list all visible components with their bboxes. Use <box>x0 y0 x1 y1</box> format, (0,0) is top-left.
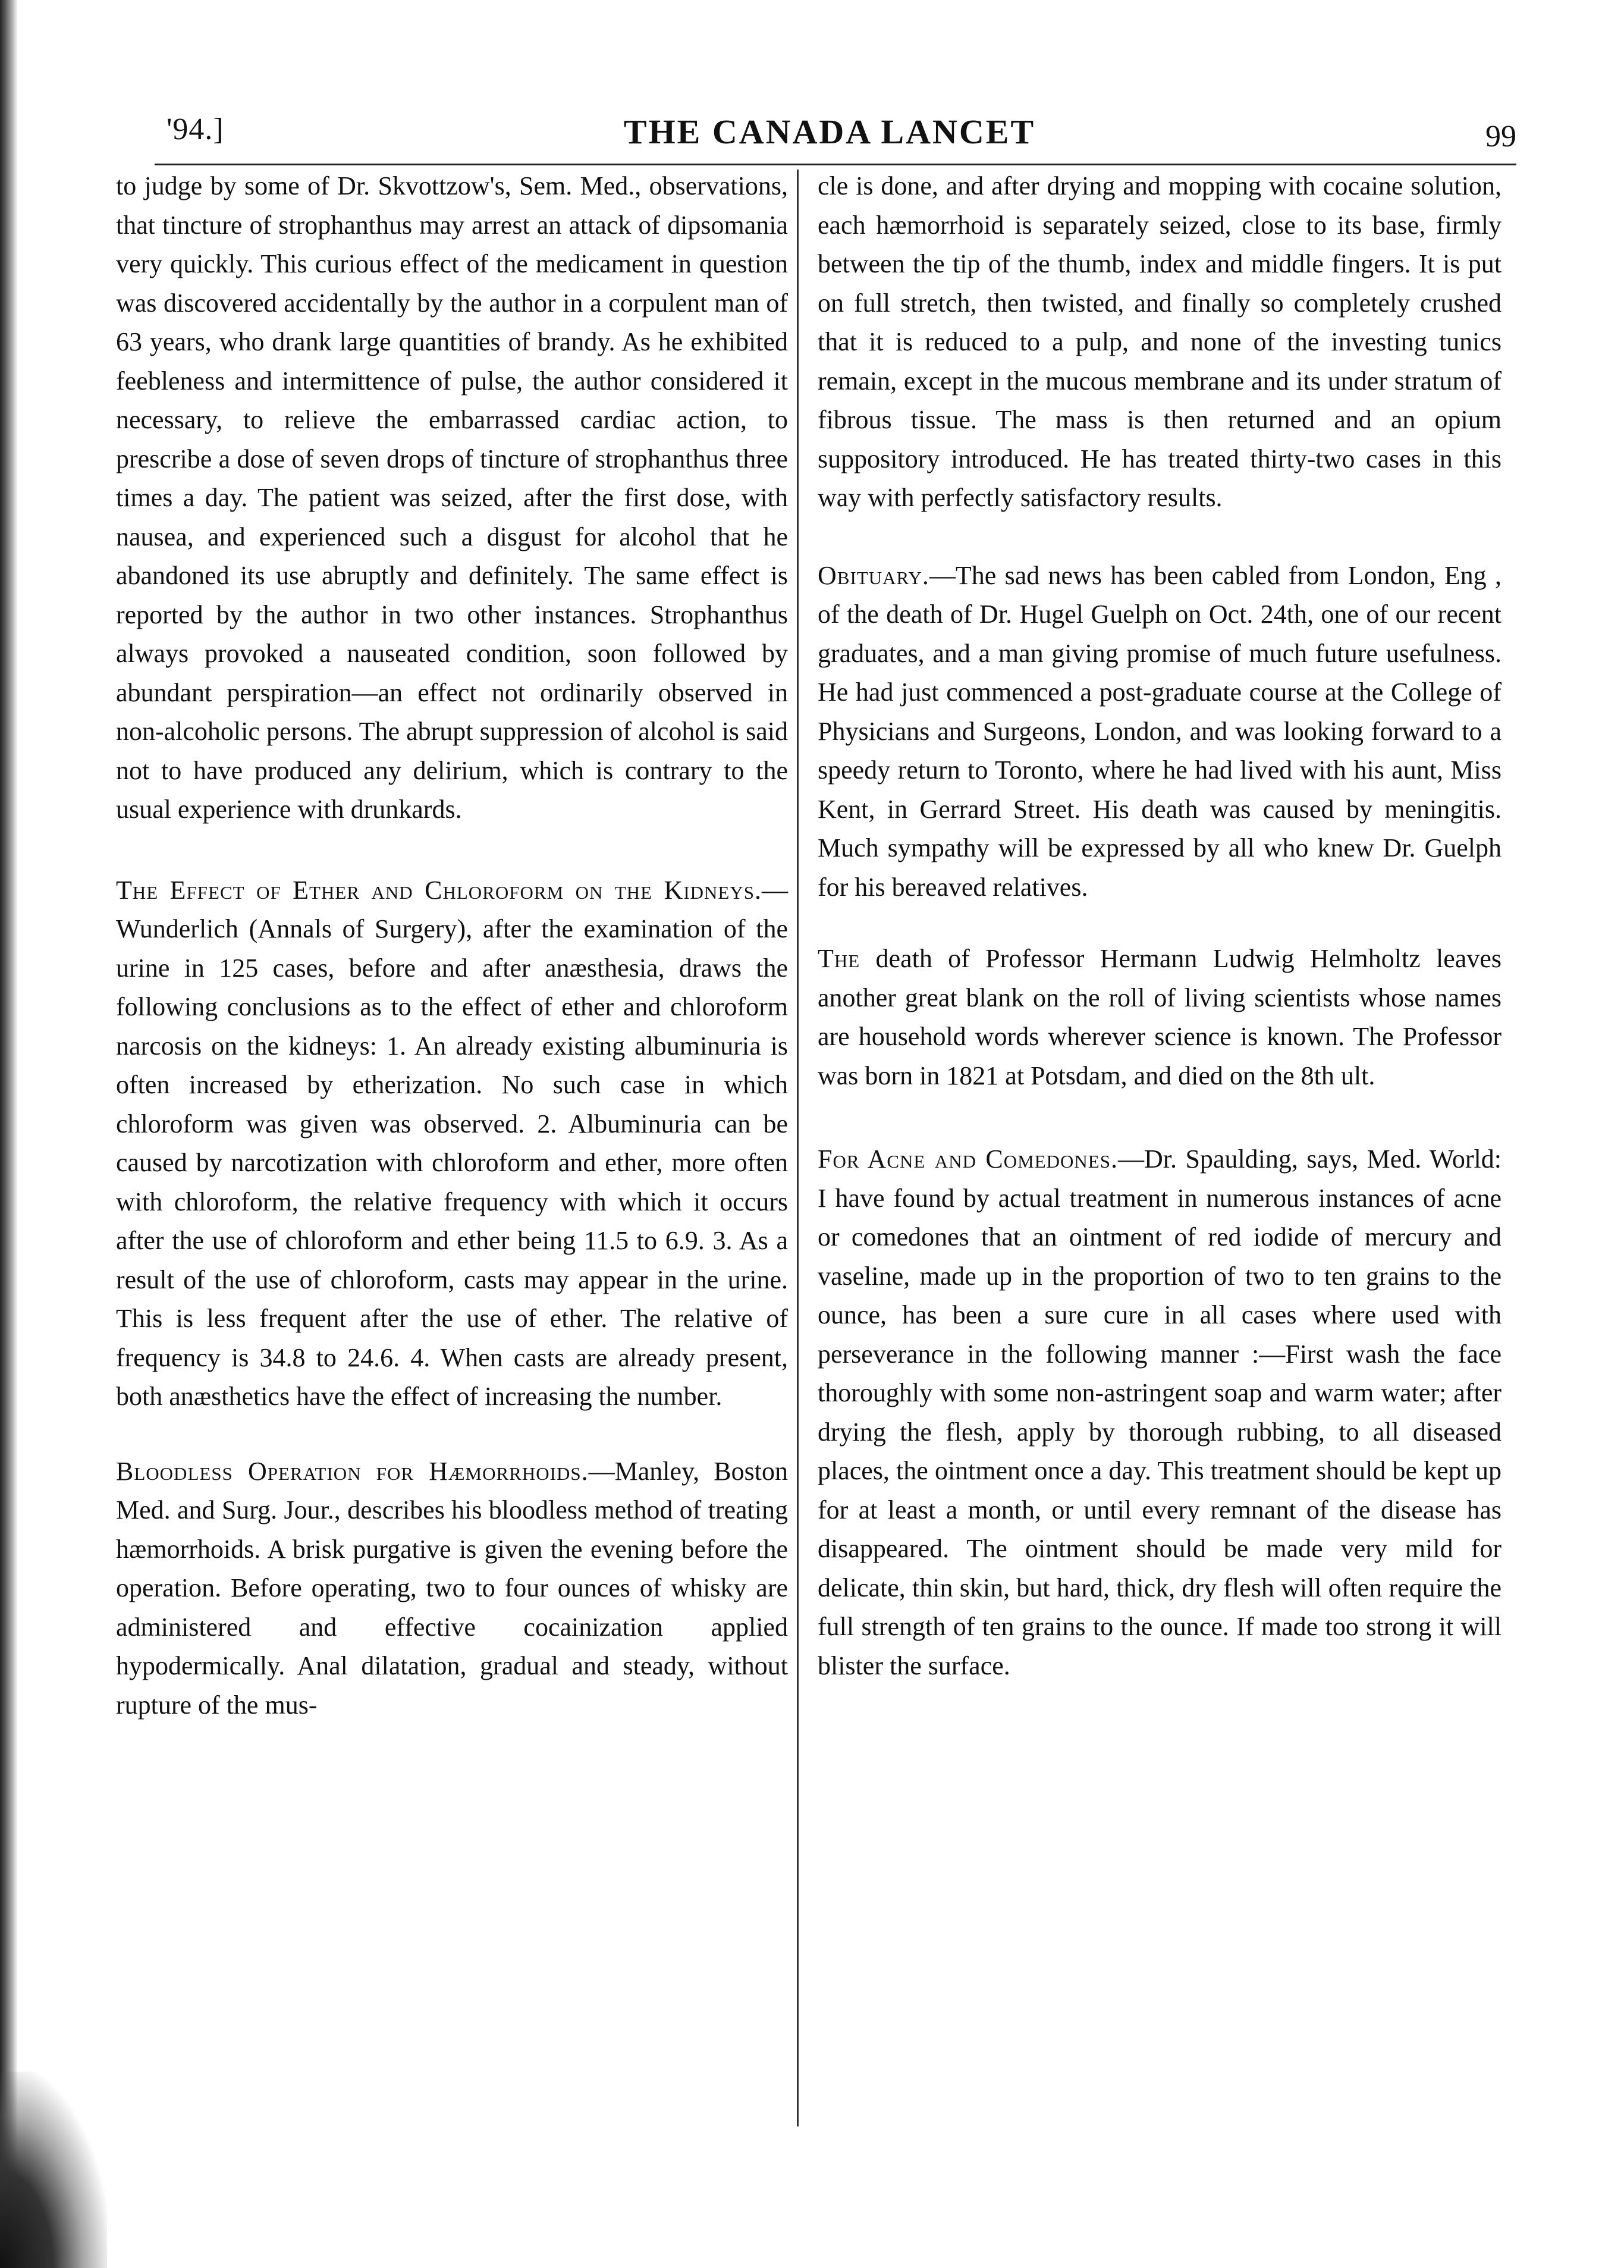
ether-chloroform-heading: The Effect of Ether and Chloroform on the Kidneys. <box>116 875 762 905</box>
obituary-article <box>818 556 1502 907</box>
obituary-heading: Obituary. <box>818 560 929 590</box>
header-rule <box>155 164 1516 165</box>
right-column <box>818 167 1502 1685</box>
acne-comedones-body: —Dr. Spaulding, says, Med. World: I have found by actual treatment in numerous instances of acne or comedones that an ointment of red iodide of mercury and vaseline, made up in the proportion of two to ten grains to the ounce, has been a sure cure in all cases where used with perseverance in the following manner :—First wash the face thoroughly with some non-astringent soap and warm water; after drying the flesh, apply by thorough rubbing, to all diseased places, the ointment once a day. This treatment should be kept up for at least a month, or until every remnant of the disease has disappeared. The ointment should be made very mild for delicate, thin skin, but hard, thick, dry flesh will often require the full strength of ten grains to the ounce. If made too strong it will blister the surface. <box>818 1144 1502 1680</box>
left-column <box>116 167 788 1724</box>
helmholtz-body: death of Professor Hermann Ludwig Helmholtz leaves another great blank on the roll of living scientists whose names are household words wherever science is known. The Professor was born in 1821 at Potsdam, and died on the 8th ult. <box>818 944 1502 1090</box>
header-year: '94.] <box>167 112 224 146</box>
running-header <box>155 107 1516 161</box>
acne-comedones-heading: For Acne and Comedones. <box>818 1144 1118 1174</box>
journal-title: THE CANADA LANCET <box>623 112 1036 151</box>
ether-chloroform-article <box>116 871 788 1416</box>
scan-edge-shadow <box>0 0 18 2268</box>
column-divider <box>797 170 799 2126</box>
acne-comedones-article <box>818 1140 1502 1685</box>
strophanthus-paragraph: to judge by some of Dr. Skvottzow's, Sem. Med., observations, that tincture of strophanthus may arrest an attack of dipsomania very quickly. This curious effect of the medicament in question was discovered accidentally by the author in a corpulent man of 63 years, who drank large quantities of brandy. As he exhibited feebleness and intermittence of pulse, the author considered it necessary, to relieve the embarrassed cardiac action, to prescribe a dose of seven drops of tincture of strophanthus three times a day. The patient was seized, after the first dose, with nausea, and experienced such a disgust for alcohol that he abandoned its use abruptly and definitely. The same effect is reported by the author in two other instances. Strophanthus always provoked a nauseated condition, soon followed by abundant perspiration—an effect not ordinarily observed in non-alcoholic persons. The abrupt suppression of alcohol is said not to have produced any delirium, which is contrary to the usual experience with drunkards. <box>116 171 788 824</box>
obituary-body: —The sad news has been cabled from London, Eng , of the death of Dr. Hugel Guelph on Oct. 24th, one of our recent graduates, and a man giving promise of much future usefulness. He had just commenced a post-graduate course at the College of Physicians and Surgeons, London, and was looking forward to a speedy return to Toronto, where he had lived with his aunt, Miss Kent, in Gerrard Street. His death was caused by meningitis. Much sympathy will be expressed by all who knew Dr. Guelph for his bereaved relatives. <box>818 560 1502 902</box>
bloodless-operation-article <box>116 1452 788 1725</box>
helmholtz-lead-word: The <box>818 944 860 973</box>
bloodless-operation-body: —Manley, Boston Med. and Surg. Jour., describes his bloodless method of treating hæmorrhoids. A brisk purgative is given the evening before the operation. Before operating, two to four ounces of whisky are administered and effective cocainization applied hypodermically. Anal dilatation, gradual and steady, without rupture of the mus- <box>116 1456 789 1720</box>
hemorrhoid-continuation-paragraph: cle is done, and after drying and mopping with cocaine solution, each hæmorrhoid is separately seized, close to its base, firmly between the tip of the thumb, index and middle fingers. It is put on full stretch, then twisted, and finally so completely crushed that it is reduced to a pulp, and none of the investing tunics remain, except in the mucous membrane and its under stratum of fibrous tissue. The mass is then returned and an opium suppository introduced. He has treated thirty-two cases in this way with perfectly satisfactory results. <box>818 171 1502 512</box>
bloodless-operation-heading: Bloodless Operation for Hæmorrhoids. <box>116 1456 589 1486</box>
ether-chloroform-body: —Wunderlich (Annals of Surgery), after the examination of the urine in 125 cases, before and after anæsthesia, draws the following conclusions as to the effect of ether and chloroform narcosis on the kidneys: 1. An already existing albuminuria is often increased by etherization. No such case in which chloroform was given was observed. 2. Albuminuria can be caused by narcotization with chloroform and ether, more often with chloroform, the relative frequency with which it occurs after the use of chloroform and ether being 11.5 to 6.9. 3. As a result of the use of chloroform, casts may appear in the urine. This is less frequent after the use of ether. The relative of frequency is 34.8 to 24.6. 4. When casts are already present, both anæsthetics have the effect of increasing the number. <box>116 875 788 1411</box>
page-number: 99 <box>1485 120 1516 153</box>
helmholtz-article <box>818 939 1502 1095</box>
scan-corner-blot <box>0 2072 107 2268</box>
